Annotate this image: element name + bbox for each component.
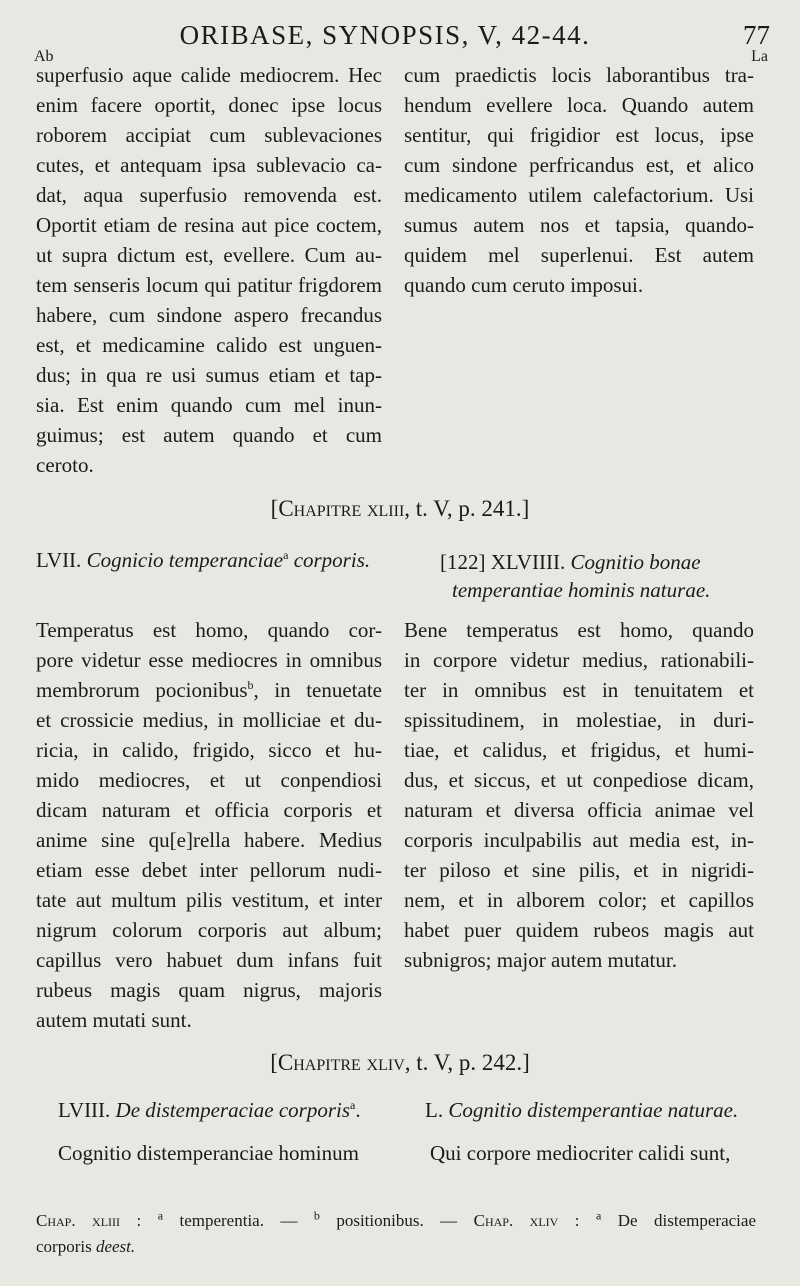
text-line: ceroto.: [36, 453, 94, 477]
text-line: cutes, et antequam ipsa sublevacio ca-: [36, 153, 382, 177]
chapter-44-reference: [0, 1050, 800, 1076]
text-line: ricia, in calido, frigido, sicco et hu-: [36, 738, 382, 762]
section2-right-heading: [440, 548, 770, 604]
footnotes: [36, 1208, 756, 1260]
running-head: [0, 20, 800, 52]
text-line: etiam esse debet inter pellorum nudi-: [36, 858, 382, 882]
text-line: membrorum pocionibus$^b$, in tenuetate: [36, 678, 382, 702]
text-line: et crossicie medius, in molliciae et du-: [36, 708, 382, 732]
text-line: dus, et siccus, et ut conpediose dicam,: [404, 768, 754, 792]
text-line: ter piloso et sine pilis, et in nigridi-: [404, 858, 754, 882]
footnote-marker: a: [157, 1208, 164, 1223]
text-line: roborem accipiat cum sublevaciones: [36, 123, 382, 147]
heading-title: Cognicio temperanciae: [86, 548, 284, 572]
text-line: nem, et in alborem color; et capillos: [404, 888, 754, 912]
heading-number: [122] XLVIIII.: [440, 550, 566, 574]
text-line: sia. Est enim quando cum mel inun-: [36, 393, 382, 417]
text-line: sentitur, qui frigidior est locus, ipse: [404, 123, 754, 147]
text-line: Oportit etiam de resina aut pice coctem,: [36, 213, 382, 237]
footnote-marker: a: [350, 1098, 356, 1112]
heading-title: Cognitio bonae: [570, 550, 701, 574]
text-line: naturam et diversa officia animae vel: [404, 798, 754, 822]
text-line: ter in omnibus est in tenuitatem et: [404, 678, 754, 702]
text-line: cum sindone perfricandus est, et alico: [404, 153, 754, 177]
section2-left-column: [36, 615, 382, 1035]
text-line: corporis inculpabilis aut media est, in-: [404, 828, 754, 852]
running-title: ORIBASE, SYNOPSIS, V, 42-44.: [179, 20, 591, 50]
text-line: dicam naturam et officia corporis et: [36, 798, 382, 822]
text-line: superfusio aque calide mediocrem. Hec: [36, 63, 382, 87]
text-line: quando cum ceruto imposui.: [404, 273, 644, 297]
footnote-line-1: Chap. xliii : $^a$ temperentia. — $^b$ positionibus. — Chap. xliv : $^a$ De distemperaciae: [36, 1208, 756, 1230]
footnote-marker: a: [595, 1208, 602, 1223]
chapter-43-label: [Chapitre xliii, t. V, p. 241.]: [270, 496, 530, 521]
text-line: tate aut multum pilis vestitum, et inter: [36, 888, 382, 912]
heading-number: LVII.: [36, 548, 82, 572]
text-line: habere, cum sindone aspero frecandus: [36, 303, 382, 327]
text-line: autem mutati sunt.: [36, 1008, 192, 1032]
text-line: cum praedictis locis laborantibus tra-: [404, 63, 754, 87]
text-line: mido mediocres, et ut conpendiosi: [36, 768, 382, 792]
section3-right-line: [430, 1138, 754, 1168]
heading-number: LVIII.: [58, 1098, 111, 1122]
text-line: hendum evellere loca. Quando autem: [404, 93, 754, 117]
text-line: medicamento utilem calefactorium. Usi: [404, 183, 754, 207]
page-number: 77: [743, 20, 770, 50]
section2-right-column: [404, 615, 754, 975]
text-line: Bene temperatus est homo, quando: [404, 618, 754, 642]
footnote-text: corporis: [36, 1237, 96, 1256]
footnote-marker: b: [313, 1208, 320, 1223]
text-line: dus; in qua re usi sumus etiam et tap-: [36, 363, 382, 387]
text-line: quidem mel superlenui. Est autem: [404, 243, 754, 267]
section3-left-heading: [58, 1098, 398, 1123]
text-line: anime sine qu[e]rella habere. Medius: [36, 828, 382, 852]
heading-title-cont: temperantiae hominis naturae.: [452, 578, 711, 602]
text-line: rubeus magis quam nigrus, majoris: [36, 978, 382, 1002]
text-line: guimus; est autem quando et cum: [36, 423, 382, 447]
text-line: habet puer quidem rubeos magis aut: [404, 918, 754, 942]
heading-number: L.: [425, 1098, 444, 1122]
left-column-marker: Ab: [34, 48, 54, 65]
text-line: spissitudinem, in molestiae, in duri-: [404, 708, 754, 732]
text-line: capillus vero habuet dum infans fuit: [36, 948, 382, 972]
footnote-marker: a: [283, 548, 289, 562]
text-line: sumus autem nos et tapsia, quando-: [404, 213, 754, 237]
text-line: nigrum colorum corporis aut album;: [36, 918, 382, 942]
text-line: enim facere oportit, donec ipse locus: [36, 93, 382, 117]
section1-left-column: [36, 60, 382, 480]
footnote-italic: deest.: [95, 1237, 136, 1256]
footnote-marker: b: [247, 678, 254, 692]
text-line: subnigros; major autem mutatur.: [404, 948, 677, 972]
text-line: Temperatus est homo, quando cor-: [36, 618, 382, 642]
chapter-43-reference: [0, 496, 800, 522]
text-line: est, et medicamine calido est unguen-: [36, 333, 382, 357]
text-line: pore videtur esse mediocres in omnibus: [36, 648, 382, 672]
heading-title-end: .: [355, 1098, 361, 1122]
text-line: in corpore videtur medius, rationabili-: [404, 648, 754, 672]
text-line: tiae, et calidus, et frigidus, et humi-: [404, 738, 754, 762]
heading-title: Cognitio distemperantiae naturae.: [448, 1098, 739, 1122]
heading-title-end: corporis.: [293, 548, 371, 572]
section1-right-column: [404, 60, 754, 300]
text-line: dat, aqua superfusio removenda est.: [36, 183, 382, 207]
section2-left-heading: [36, 548, 382, 573]
right-column-marker: La: [751, 48, 768, 65]
footnote-line-2: [36, 1234, 756, 1260]
heading-title: De distemperaciae corporis: [115, 1098, 351, 1122]
text-line: tem senseris locum qui patitur frigdorem: [36, 273, 382, 297]
text-line: ut supra dictum est, evellere. Cum au-: [36, 243, 382, 267]
text-line: Qui corpore mediocriter calidi sunt,: [430, 1141, 731, 1165]
text-line: Cognitio distemperanciae hominum: [58, 1141, 359, 1165]
section3-right-heading: [425, 1098, 765, 1123]
section3-left-line: [58, 1138, 382, 1168]
chapter-44-label: [Chapitre xliv, t. V, p. 242.]: [270, 1050, 530, 1075]
